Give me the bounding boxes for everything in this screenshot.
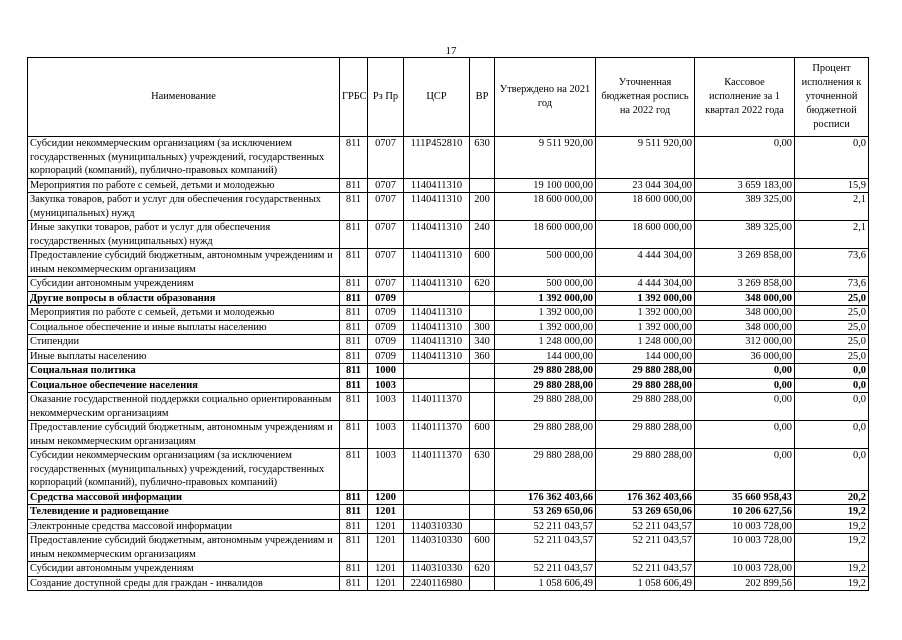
table-row [28,378,869,393]
cell-percent: 19,2 [795,519,869,534]
cell-grbs: 811 [340,378,368,393]
cell-csr: 1140411310 [404,178,470,193]
cell-csr [404,505,470,520]
cell-percent: 19,2 [795,562,869,577]
cell-vr: 620 [470,277,495,292]
table-row [28,249,869,277]
cell-percent: 20,2 [795,490,869,505]
cell-percent: 15,9 [795,178,869,193]
header-vr: ВР [470,58,495,137]
cell-rzpr: 1201 [368,562,404,577]
cell-grbs: 811 [340,349,368,364]
cell-revised: 29 880 288,00 [596,393,695,421]
table-row [28,364,869,379]
cell-rzpr: 1003 [368,449,404,491]
table-row [28,221,869,249]
cell-csr: 1140411310 [404,221,470,249]
cell-csr [404,291,470,306]
cell-vr: 620 [470,562,495,577]
table-row [28,421,869,449]
cell-cash: 0,00 [695,393,795,421]
cell-revised: 1 392 000,00 [596,320,695,335]
cell-name: Иные закупки товаров, работ и услуг для обеспечения государственных (муниципальных) нужд [28,221,340,249]
cell-csr: 1140310330 [404,519,470,534]
cell-name: Средства массовой информации [28,490,340,505]
cell-percent: 19,2 [795,505,869,520]
cell-rzpr: 1003 [368,421,404,449]
cell-name: Социальное обеспечение и иные выплаты населению [28,320,340,335]
cell-vr: 600 [470,534,495,562]
cell-name: Социальное обеспечение населения [28,378,340,393]
cell-revised: 4 444 304,00 [596,277,695,292]
cell-percent: 73,6 [795,249,869,277]
cell-percent: 2,1 [795,193,869,221]
cell-approved: 1 248 000,00 [495,335,596,350]
cell-cash: 312 000,00 [695,335,795,350]
cell-approved: 29 880 288,00 [495,393,596,421]
cell-csr: 1140411310 [404,277,470,292]
cell-vr [470,490,495,505]
table-row [28,306,869,321]
cell-name: Иные выплаты населению [28,349,340,364]
cell-revised: 29 880 288,00 [596,449,695,491]
cell-vr: 630 [470,137,495,179]
cell-approved: 29 880 288,00 [495,421,596,449]
cell-approved: 52 211 043,57 [495,562,596,577]
cell-name: Стипендии [28,335,340,350]
header-approved: Утверждено на 2021 год [495,58,596,137]
cell-approved: 1 392 000,00 [495,320,596,335]
cell-grbs: 811 [340,221,368,249]
cell-percent: 0,0 [795,449,869,491]
cell-cash: 10 003 728,00 [695,562,795,577]
cell-cash: 36 000,00 [695,349,795,364]
cell-percent: 25,0 [795,320,869,335]
cell-name: Предоставление субсидий бюджетным, автономным учреждениям и иным некоммерческим организациям [28,249,340,277]
cell-csr: 1140411310 [404,306,470,321]
cell-percent: 0,0 [795,364,869,379]
cell-rzpr: 0707 [368,193,404,221]
header-percent: Процент исполнения к уточненной бюджетной росписи [795,58,869,137]
budget-table [27,57,869,591]
cell-name: Субсидии некоммерческим организациям (за исключением государственных (муниципальных) учреждений, государственных корпораций (компаний), публично-правовых компаний) [28,449,340,491]
cell-grbs: 811 [340,137,368,179]
cell-rzpr: 0709 [368,306,404,321]
table-row [28,277,869,292]
cell-csr [404,364,470,379]
cell-percent: 0,0 [795,378,869,393]
header-rzpr: Рз Пр [368,58,404,137]
cell-approved: 1 392 000,00 [495,306,596,321]
cell-grbs: 811 [340,320,368,335]
cell-revised: 1 392 000,00 [596,306,695,321]
cell-approved: 1 392 000,00 [495,291,596,306]
table-row [28,393,869,421]
cell-cash: 0,00 [695,137,795,179]
cell-vr: 340 [470,335,495,350]
cell-approved: 500 000,00 [495,249,596,277]
cell-cash: 0,00 [695,421,795,449]
cell-vr [470,505,495,520]
cell-vr [470,364,495,379]
table-header-row [28,58,869,137]
table-row [28,490,869,505]
cell-rzpr: 0709 [368,335,404,350]
cell-rzpr: 1000 [368,364,404,379]
cell-rzpr: 0709 [368,291,404,306]
cell-grbs: 811 [340,249,368,277]
cell-csr: 1140411310 [404,335,470,350]
cell-percent: 0,0 [795,393,869,421]
table-row [28,562,869,577]
header-revised: Уточненная бюджетная роспись на 2022 год [596,58,695,137]
header-grbs: ГРБС [340,58,368,137]
cell-grbs: 811 [340,576,368,591]
cell-csr: 1140111370 [404,421,470,449]
cell-vr: 600 [470,421,495,449]
cell-rzpr: 1003 [368,393,404,421]
cell-name: Телевидение и радиовещание [28,505,340,520]
cell-rzpr: 0707 [368,137,404,179]
cell-grbs: 811 [340,306,368,321]
cell-name: Предоставление субсидий бюджетным, автономным учреждениям и иным некоммерческим организациям [28,534,340,562]
cell-percent: 19,2 [795,576,869,591]
cell-name: Субсидии некоммерческим организациям (за исключением государственных (муниципальных) учреждений, государственных корпораций (компаний), публично-правовых компаний) [28,137,340,179]
cell-cash: 3 659 183,00 [695,178,795,193]
cell-grbs: 811 [340,519,368,534]
cell-vr: 630 [470,449,495,491]
cell-csr: 1140310330 [404,562,470,577]
cell-grbs: 811 [340,490,368,505]
cell-approved: 9 511 920,00 [495,137,596,179]
cell-grbs: 811 [340,277,368,292]
table-row [28,534,869,562]
cell-rzpr: 1201 [368,519,404,534]
cell-percent: 0,0 [795,137,869,179]
cell-approved: 176 362 403,66 [495,490,596,505]
cell-cash: 10 003 728,00 [695,534,795,562]
cell-name: Мероприятия по работе с семьей, детьми и молодежью [28,178,340,193]
cell-cash: 3 269 858,00 [695,277,795,292]
cell-cash: 0,00 [695,449,795,491]
table-row [28,320,869,335]
cell-grbs: 811 [340,534,368,562]
cell-csr: 1140111370 [404,449,470,491]
cell-grbs: 811 [340,178,368,193]
cell-vr [470,519,495,534]
table-row [28,335,869,350]
cell-grbs: 811 [340,335,368,350]
cell-name: Другие вопросы в области образования [28,291,340,306]
cell-rzpr: 0707 [368,178,404,193]
cell-revised: 1 392 000,00 [596,291,695,306]
cell-revised: 18 600 000,00 [596,193,695,221]
cell-revised: 29 880 288,00 [596,378,695,393]
cell-rzpr: 1200 [368,490,404,505]
cell-vr: 600 [470,249,495,277]
cell-name: Предоставление субсидий бюджетным, автономным учреждениям и иным некоммерческим организациям [28,421,340,449]
cell-vr [470,306,495,321]
header-cash: Кассовое исполнение за 1 квартал 2022 года [695,58,795,137]
cell-vr: 200 [470,193,495,221]
cell-revised: 29 880 288,00 [596,421,695,449]
cell-revised: 52 211 043,57 [596,562,695,577]
cell-rzpr: 0709 [368,349,404,364]
cell-approved: 29 880 288,00 [495,378,596,393]
cell-grbs: 811 [340,505,368,520]
cell-revised: 9 511 920,00 [596,137,695,179]
cell-name: Мероприятия по работе с семьей, детьми и молодежью [28,306,340,321]
cell-revised: 1 248 000,00 [596,335,695,350]
cell-revised: 1 058 606,49 [596,576,695,591]
cell-cash: 348 000,00 [695,291,795,306]
cell-grbs: 811 [340,193,368,221]
cell-percent: 73,6 [795,277,869,292]
cell-percent: 0,0 [795,421,869,449]
cell-approved: 18 600 000,00 [495,193,596,221]
cell-approved: 144 000,00 [495,349,596,364]
cell-approved: 500 000,00 [495,277,596,292]
cell-revised: 144 000,00 [596,349,695,364]
cell-grbs: 811 [340,291,368,306]
cell-revised: 176 362 403,66 [596,490,695,505]
cell-cash: 348 000,00 [695,306,795,321]
cell-name: Электронные средства массовой информации [28,519,340,534]
cell-cash: 0,00 [695,378,795,393]
cell-cash: 3 269 858,00 [695,249,795,277]
cell-cash: 202 899,56 [695,576,795,591]
table-row [28,193,869,221]
cell-csr: 111P452810 [404,137,470,179]
cell-vr [470,393,495,421]
cell-percent: 25,0 [795,349,869,364]
cell-approved: 53 269 650,06 [495,505,596,520]
cell-csr: 1140411310 [404,349,470,364]
cell-vr [470,178,495,193]
cell-rzpr: 0707 [368,249,404,277]
cell-grbs: 811 [340,393,368,421]
cell-csr [404,490,470,505]
cell-csr: 2240116980 [404,576,470,591]
cell-cash: 389 325,00 [695,193,795,221]
cell-percent: 25,0 [795,291,869,306]
cell-rzpr: 1201 [368,534,404,562]
cell-approved: 29 880 288,00 [495,364,596,379]
cell-percent: 2,1 [795,221,869,249]
cell-name: Создание доступной среды для граждан - инвалидов [28,576,340,591]
cell-csr: 1140310330 [404,534,470,562]
table-row [28,519,869,534]
cell-revised: 18 600 000,00 [596,221,695,249]
cell-vr [470,378,495,393]
table-row [28,137,869,179]
cell-vr: 240 [470,221,495,249]
cell-vr [470,291,495,306]
cell-approved: 1 058 606,49 [495,576,596,591]
cell-cash: 0,00 [695,364,795,379]
cell-revised: 23 044 304,00 [596,178,695,193]
cell-rzpr: 0707 [368,277,404,292]
cell-revised: 53 269 650,06 [596,505,695,520]
header-csr: ЦСР [404,58,470,137]
table-row [28,349,869,364]
cell-csr: 1140411310 [404,193,470,221]
cell-rzpr: 1201 [368,505,404,520]
cell-rzpr: 1201 [368,576,404,591]
cell-grbs: 811 [340,562,368,577]
cell-csr: 1140411310 [404,249,470,277]
cell-percent: 25,0 [795,306,869,321]
cell-cash: 10 206 627,56 [695,505,795,520]
cell-rzpr: 0709 [368,320,404,335]
cell-cash: 389 325,00 [695,221,795,249]
cell-percent: 25,0 [795,335,869,350]
table-row [28,178,869,193]
table-row [28,291,869,306]
cell-vr: 300 [470,320,495,335]
cell-grbs: 811 [340,364,368,379]
cell-vr: 360 [470,349,495,364]
cell-grbs: 811 [340,449,368,491]
cell-approved: 19 100 000,00 [495,178,596,193]
cell-grbs: 811 [340,421,368,449]
table-body [28,137,869,591]
cell-name: Субсидии автономным учреждениям [28,562,340,577]
cell-percent: 19,2 [795,534,869,562]
cell-vr [470,576,495,591]
cell-revised: 29 880 288,00 [596,364,695,379]
cell-name: Закупка товаров, работ и услуг для обеспечения государственных (муниципальных) нужд [28,193,340,221]
cell-rzpr: 1003 [368,378,404,393]
cell-approved: 18 600 000,00 [495,221,596,249]
cell-csr [404,378,470,393]
cell-name: Субсидии автономным учреждениям [28,277,340,292]
cell-cash: 35 660 958,43 [695,490,795,505]
cell-approved: 29 880 288,00 [495,449,596,491]
table-row [28,505,869,520]
cell-revised: 52 211 043,57 [596,519,695,534]
cell-revised: 52 211 043,57 [596,534,695,562]
cell-revised: 4 444 304,00 [596,249,695,277]
cell-name: Оказание государственной поддержки социально ориентированным некоммерческим организациям [28,393,340,421]
cell-cash: 348 000,00 [695,320,795,335]
cell-cash: 10 003 728,00 [695,519,795,534]
cell-name: Социальная политика [28,364,340,379]
cell-rzpr: 0707 [368,221,404,249]
header-name: Наименование [28,58,340,137]
table-row [28,449,869,491]
cell-approved: 52 211 043,57 [495,534,596,562]
page-number: 17 [445,45,457,57]
table-row [28,576,869,591]
cell-csr: 1140111370 [404,393,470,421]
cell-csr: 1140411310 [404,320,470,335]
cell-approved: 52 211 043,57 [495,519,596,534]
